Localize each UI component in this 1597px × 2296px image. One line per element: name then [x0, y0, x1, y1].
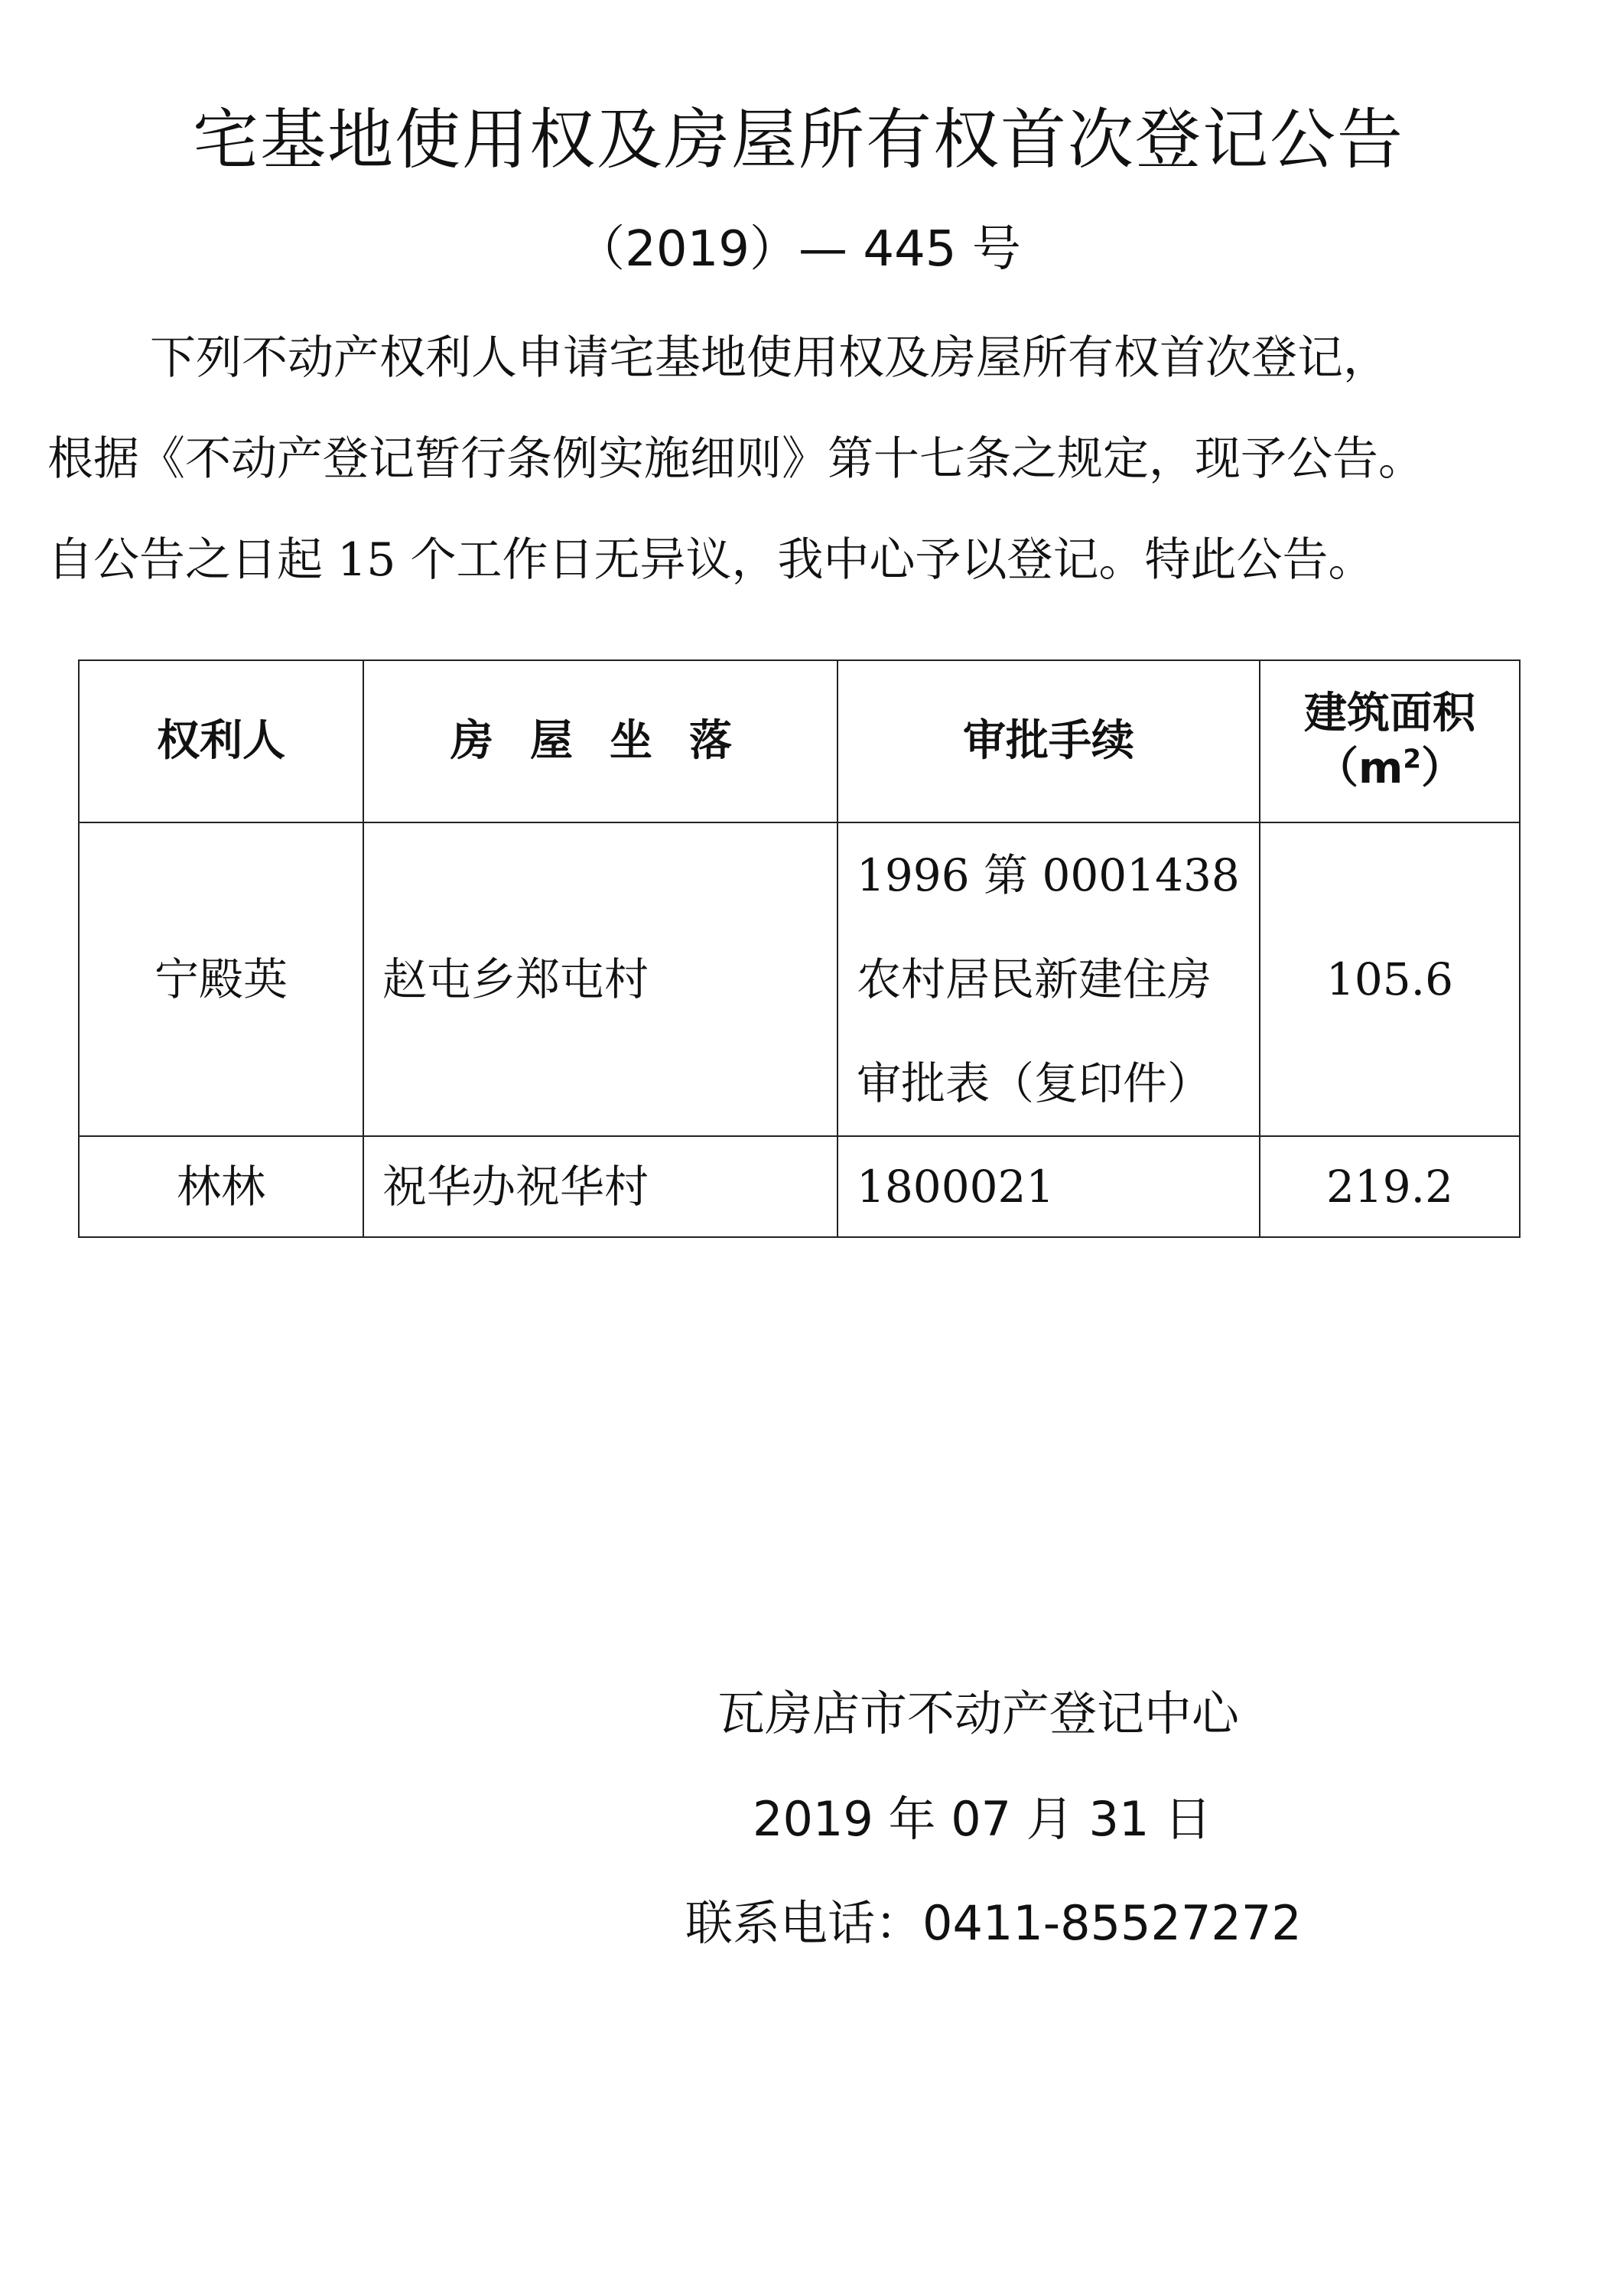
header-area-unit-open: （m — [1315, 744, 1403, 793]
page-title: 宅基地使用权及房屋所有权首次登记公告 — [193, 102, 1404, 178]
body-paragraph-line-2: 根据《不动产登记暂行条例实施细则》第十七条之规定，现予公告。 — [47, 432, 1424, 486]
cell-approval: 1800021 — [838, 1136, 1260, 1237]
cell-area: 219.2 — [1260, 1136, 1520, 1237]
body-paragraph-line-1: 下列不动产权利人申请宅基地使用权及房屋所有权首次登记， — [150, 331, 1389, 385]
cell-approval: 1996 第 0001438 农村居民新建住房审批表（复印件） — [838, 822, 1260, 1136]
body-paragraph-line-3: 自公告之日起 15 个工作日无异议，我中心予以登记。特此公告。 — [47, 533, 1374, 587]
cell-area: 105.6 — [1260, 822, 1520, 1136]
document-number: （2019）— 445 号 — [576, 221, 1021, 278]
cell-location: 赵屯乡郑屯村 — [363, 822, 838, 1136]
header-approval: 审批手续 — [838, 660, 1260, 822]
header-holder: 权利人 — [79, 660, 363, 822]
contact-phone: 联系电话：0411-85527272 — [685, 1895, 1302, 1951]
header-area — [1260, 660, 1520, 822]
header-area-label: 建筑面积 — [1304, 689, 1475, 738]
cell-holder: 林林 — [79, 1136, 363, 1237]
table-row — [79, 822, 1520, 1136]
issue-date: 2019 年 07 月 31 日 — [753, 1791, 1212, 1847]
cell-location: 祝华办祝华村 — [363, 1136, 838, 1237]
header-area-unit — [1279, 741, 1501, 796]
header-area-unit-sup: 2 — [1403, 744, 1422, 775]
registration-table — [78, 659, 1521, 1238]
issuing-organization: 瓦房店市不动产登记中心 — [717, 1685, 1240, 1741]
table-header-row — [79, 660, 1520, 822]
table-row — [79, 1136, 1520, 1237]
header-location: 房屋坐落 — [363, 660, 838, 822]
cell-holder: 宁殿英 — [79, 822, 363, 1136]
header-area-unit-close: ） — [1421, 744, 1465, 793]
